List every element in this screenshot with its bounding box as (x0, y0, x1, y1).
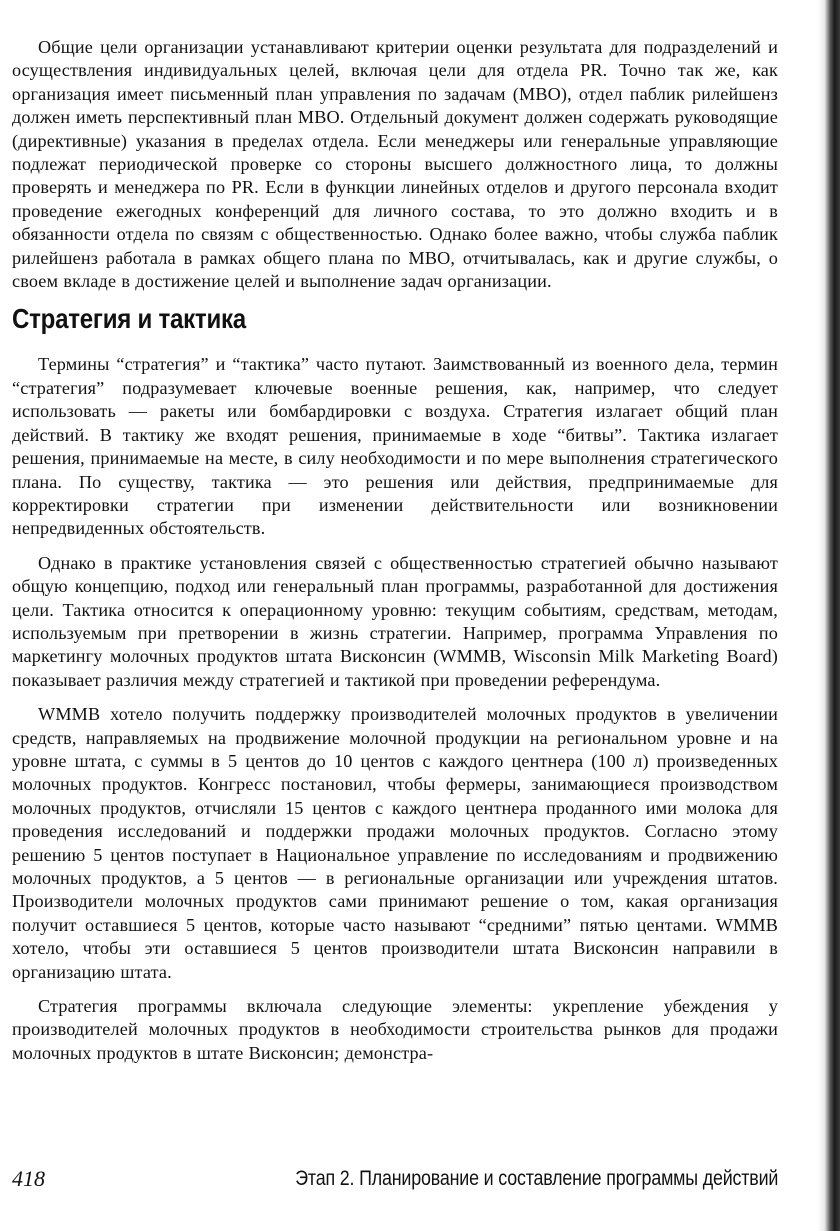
scan-binding-edge (818, 0, 840, 1231)
section-paragraph-1: Термины “стратегия” и “тактика” часто путают. Заимствованный из военного дела, термин “стратегия” подразумевает ключевые военные решения, как, например, что следует использовать — ракеты или бомбардировки с воздуха. Стратегия излагает общий план действий. В тактику же входят решения, принимаемые в ходе “битвы”. Тактика излагает решения, принимаемые на месте, в силу необходимости и по мере выполнения стратегического плана. По существу, тактика — это решения или действия, предпринимаемые для корректировки стратегии при изменении действительности или возникновении непредвиденных обстоятельств. (12, 354, 778, 539)
running-head: Этап 2. Планирование и составление программы действий (295, 1167, 778, 1190)
section-paragraph-2: Однако в практике установления связей с общественностью стратегией обычно называют общую концепцию, подход или генеральный план программы, разработанной для достижения цели. Тактика относится к операционному уровню: текущим событиям, средствам, методам, используемым при претворении в жизнь стратегии. Например, программа Управления по маркетингу молочных продуктов штата Висконсин (WMMB, Wisconsin Milk Marketing Board) показывает различия между стратегией и тактикой при проведении референдума. (12, 552, 778, 690)
section-paragraph-3: WMMB хотело получить поддержку производителей молочных продуктов в увеличении средств, направляемых на продвижение молочной продукции на региональном уровне и на уровне штата, с суммы в 5 центов до 10 центов с каждого центнера (100 л) произведенных молочных продуктов. Конгресс постановил, чтобы фермеры, занимающиеся производством молочных продуктов, отчисляли 15 центов с каждого центнера проданного ими молока для проведения исследований и поддержки продажи молочных продуктов. Согласно этому решению 5 центов поступает в Национальное управление по исследованиям и продвижению молочных продуктов, а 5 центов — в региональные организации или учреждения штатов. Производители молочных продуктов сами принимают решение о том, какая организация получит оставшиеся 5 центов, которые часто называют “средними” пятью центами. WMMB хотело, чтобы эти оставшиеся 5 центов производители штата Висконсин направили в организацию штата. (12, 704, 778, 982)
section-heading: Стратегия и тактика (12, 303, 246, 335)
page-number: 418 (12, 1166, 45, 1191)
page-body (12, 36, 778, 1065)
intro-paragraph: Общие цели организации устанавливают критерии оценки результата для подразделений и осуществления индивидуальных целей, включая цели для отдела PR. Точно так же, как организация имеет письменный план управления по задачам (MBO), отдел паблик рилейшенз должен иметь перспективный план MBO. Отдельный документ должен содержать руководящие (директивные) указания в пределах отдела. Если менеджеры или генеральные управляющие подлежат периодической проверке со стороны высшего должностного лица, то должны проверять и менеджера по PR. Если в функции линейных отделов и другого персонала входит проведение ежегодных конференций для личного состава, то это должно входить и в обязанности отдела по связям с общественностью. Однако более важно, чтобы служба паблик рилейшенз работала в рамках общего плана по MBO, отчитывалась, как и другие службы, о своем вкладе в достижение целей и выполнение задач организации. (12, 37, 778, 292)
section-paragraph-4: Стратегия программы включала следующие элементы: укрепление убеждения у производителей молочных продуктов в необходимости строительства рынков для продажи молочных продуктов в штате Висконсин; демонстра- (12, 996, 778, 1063)
page-footer (12, 1164, 778, 1198)
